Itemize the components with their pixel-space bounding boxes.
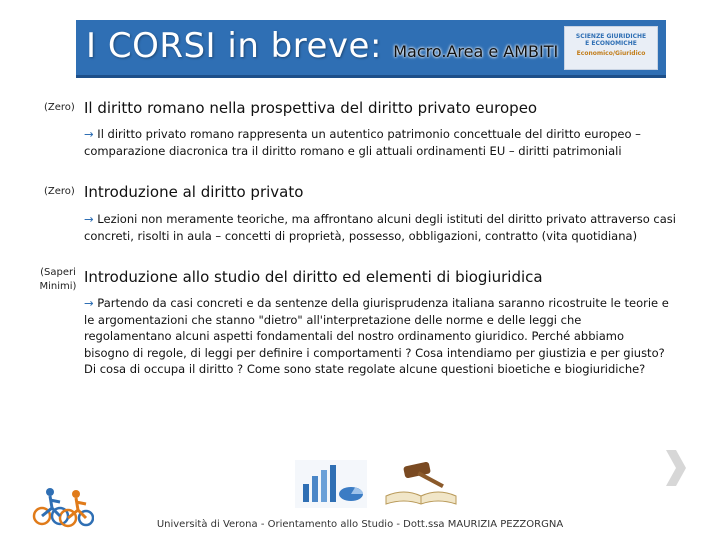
course-level-2: (Zero) — [44, 186, 75, 197]
course-level-1: (Zero) — [44, 102, 75, 113]
faculty-logo: SCIENZE GIURIDICHE E ECONOMICHE Economico/Giuridico — [564, 26, 658, 70]
page-subtitle: Macro.Area e AMBITI — [393, 42, 559, 61]
course-description-3: → Partendo da casi concreti e da sentenze della giurisprudenza italiana saranno ricostruite le teorie e le argomentazioni che stanno "dietro" all'interpretazione delle norme e delle leggi che regolamentano alcuni aspetti fondamentali del nostro ordinamento giuridico. Perché abbiamo bisogno di regole, di leggi per definire i comportamenti ? Cosa intendiamo per giustizia e per giusto? Di cosa di occupa il diritto ? Come sono state regolate alcune questioni bioetiche e biogiuridiche? — [84, 296, 669, 376]
course-title-3: Introduzione allo studio del diritto ed elementi di biogiuridica — [84, 268, 543, 286]
course-description-1: → Il diritto privato romano rappresenta un autentico patrimonio concettuale del diritto europeo – comparazione diacronica tra il diritto romano e gli attuali ordinamenti EU – diritti patrimoniali — [84, 127, 641, 158]
course-title-2: Introduzione al diritto privato — [84, 183, 304, 201]
footer-credit: Università di Verona - Orientamento allo Studio - Dott.ssa MAURIZIA PEZZORGNA — [156, 519, 564, 530]
course-description-2: → Lezioni non meramente teoriche, ma affrontano alcuni degli istituti del diritto privato attraverso casi concreti, risolti in aula – concetti di proprietà, possesso, obbligazioni, contratto (vita quotidiana) — [84, 212, 676, 243]
title-banner — [76, 20, 666, 78]
arrow-icon: → — [84, 296, 94, 310]
page-title: I CORSI in breve: Macro.Area e AMBITI — [86, 26, 559, 66]
next-chevron-icon[interactable] — [664, 448, 688, 488]
gavel-book-image — [380, 456, 462, 510]
arrow-icon: → — [84, 127, 94, 141]
chart-image — [295, 460, 367, 508]
course-level-3: (Saperi Minimi) — [39, 267, 77, 292]
course-title-1: Il diritto romano nella prospettiva del diritto privato europeo — [84, 99, 538, 117]
arrow-icon: → — [84, 212, 94, 226]
